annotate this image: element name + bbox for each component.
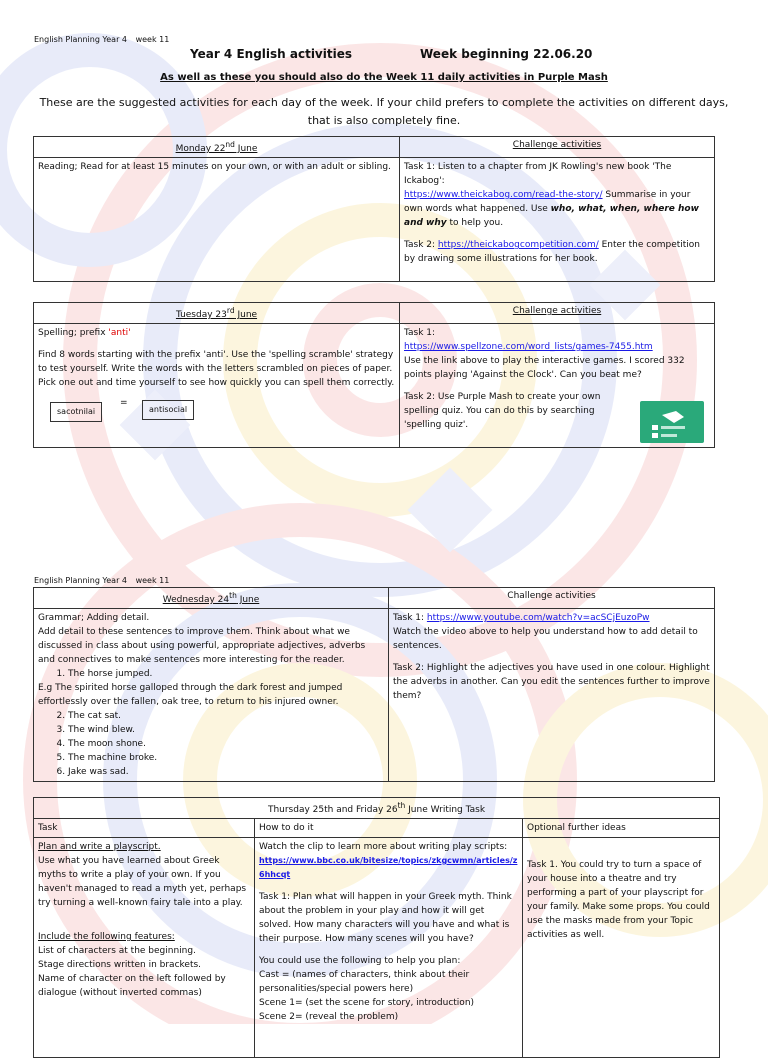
tuesday-challenge-heading: Challenge activities [400,303,715,324]
ickabog-competition-link[interactable]: https://theickabogcompetition.com/ [437,240,599,250]
planning-label-2: English Planning Year 4 [34,576,128,585]
spellzone-link[interactable]: https://www.spellzone.com/word_lists/games-7455.htm [404,342,653,352]
example-sentence: E.g The spirited horse galloped through the dark forest and jumped effortlessly over the fallen, oak tree, to return to his injured owner. [38,683,343,707]
how-intro: Watch the clip to learn more about writing play scripts: [259,842,508,852]
week-label-2: week 11 [135,576,170,585]
wednesday-challenge: Task 1: https://www.youtube.com/watch?v=acSCjEuzoPw Watch the video above to help you understand how to add detail to sentences. Task 2: Highlight the adjectives you have used in one colour. Highlight the adverbs in another. Can you edit the sentences further to improve them? [389,609,715,782]
col-task-header: Task [34,819,255,838]
optional-text: Task 1. You could try to turn a space of your house into a theatre and try performing a part of your playscript for your family. Make some props. You could use the masks made from your Topic activities as well. [527,860,710,940]
grammar-title: Grammar; Adding detail. [38,613,150,623]
monday-reading: Reading; Read for at least 15 minutes on your own, or with an adult or sibling. [34,158,400,282]
how-to-do-it [255,838,523,1058]
sentence-item: 1. The horse jumped. [68,667,384,681]
optional-ideas [523,838,720,1058]
ickabog-link[interactable]: https://www.theickabog.com/read-the-story/ [404,190,603,200]
feature-item: List of characters at the beginning. [38,946,196,956]
playscript-task [34,838,255,1058]
how-scene2: Scene 2= (reveal the problem) [259,1012,399,1022]
bbc-bitesize-link[interactable]: https://www.bbc.co.uk/bitesize/topics/zkgcwmn/articles/z6hhcqt [259,856,518,879]
answer-word: antisocial [142,400,194,420]
prefix-anti: 'anti' [108,328,131,338]
monday-heading: Monday 22nd June [34,137,400,158]
scrambled-word: sacotnilai [50,402,102,422]
monday-challenge-heading: Challenge activities [400,137,715,158]
sentence-item: 2. The cat sat. [68,709,384,723]
planning-header-2 [34,576,169,585]
col-how-header: How to do it [255,819,523,838]
playscript-title: Plan and write a playscript. [38,842,161,852]
highlight-task: Task 2: Highlight the adjectives you have used in one colour. Highlight the adverbs in another. Can you edit the sentences further to improve them? [393,663,710,701]
how-scene1: Scene 1= (set the scene for story, introduction) [259,998,475,1008]
planning-label: English Planning Year 4 [34,35,128,44]
week-label: week 11 [135,35,170,44]
playscript-body: Use what you have learned about Greek myths to write a play of your own. If you haven't managed to read a myth yet, perhaps try turning a well-known fairy tale into a play. [38,856,247,908]
col-optional-header: Optional further ideas [523,819,720,838]
how-plan: You could use the following to help you plan: [259,956,461,966]
wednesday-grammar [34,609,389,782]
wednesday-heading: Wednesday 24th June [34,588,389,609]
planning-header [34,35,169,44]
sentence-item: 4. The moon shone. [68,737,384,751]
how-cast: Cast = (names of characters, think about their personalities/special powers here) [259,970,470,994]
feature-item: Name of character on the left followed by dialogue (without inverted commas) [38,974,226,998]
sentence-item: 6. Jake was sad. [68,765,384,779]
spelling-quiz-icon [640,401,704,443]
youtube-link[interactable]: https://www.youtube.com/watch?v=acSCjEuzoPw [426,613,650,623]
grammar-body: Add detail to these sentences to improve them. Think about what we discussed in class about using powerful, appropriate adjectives, adverbs and connectives to make sentences more interesting for the reader. [38,627,366,665]
tuesday-table [33,302,715,448]
purple-mash-task: Task 2: Use Purple Mash to create your own spelling quiz. You can do this by searching 'spelling quiz'. [404,392,601,430]
purple-mash-note: As well as these you should also do the Week 11 daily activities in Purple Mash [160,72,608,83]
feature-item: Stage directions written in brackets. [38,960,202,970]
spelling-instructions: Find 8 words starting with the prefix 'anti'. Use the 'spelling scramble' strategy to test yourself. Write the words with the letters scrambled on pieces of paper. Pick one out and time yourself to see how quickly you can spell them correctly. [38,350,395,388]
sentence-item: 5. The machine broke. [68,751,384,765]
wednesday-table [33,587,715,782]
intro-text: These are the suggested activities for each day of the week. If your child prefers to complete the activities on different days, that is also completely fine. [39,96,729,127]
thursday-friday-table [33,797,720,1058]
writing-task-heading: Thursday 25th and Friday 26th June Writing Task [34,798,720,819]
tuesday-challenge: Task 1: https://www.spellzone.com/word_lists/games-7455.htm Use the link above to play the interactive games. I scored 332 points playing 'Against the Clock'. Can you beat me? Task 2: Use Purple Mash to create your own spelling quiz. You can do this by searching 'spelling quiz'. [400,324,715,448]
monday-table [33,136,715,282]
sentence-item: 3. The wind blew. [68,723,384,737]
wednesday-challenge-heading: Challenge activities [389,588,715,609]
equals-sign: = [120,398,128,408]
features-title: Include the following features: [38,932,175,942]
how-task1: Task 1: Plan what will happen in your Greek myth. Think about the problem in your play and how it will get solved. How many characters will you have and what is their purpose. How many scenes will you have? [259,892,512,944]
doc-title: Year 4 English activities [190,47,352,61]
tuesday-spelling: Spelling; prefix 'anti' Find 8 words starting with the prefix 'anti'. Use the 'spelling scramble' strategy to test yourself. Write the words with the letters scrambled on pieces of paper. Pick one out and time yourself to see how quickly you can spell them correctly. sacotnilai = antisocial [34,324,400,448]
monday-challenge: Task 1: Listen to a chapter from JK Rowling's new book 'The Ickabog': https://www.theickabog.com/read-the-story/ Summarise in your own words what happened. Use who, what, when, where how and why to help you. Task 2: https://theickabogcompetition.com/ Enter the competition by drawing some illustrations for her book. [400,158,715,282]
week-beginning: Week beginning 22.06.20 [420,47,593,61]
tuesday-heading: Tuesday 23rd June [34,303,400,324]
